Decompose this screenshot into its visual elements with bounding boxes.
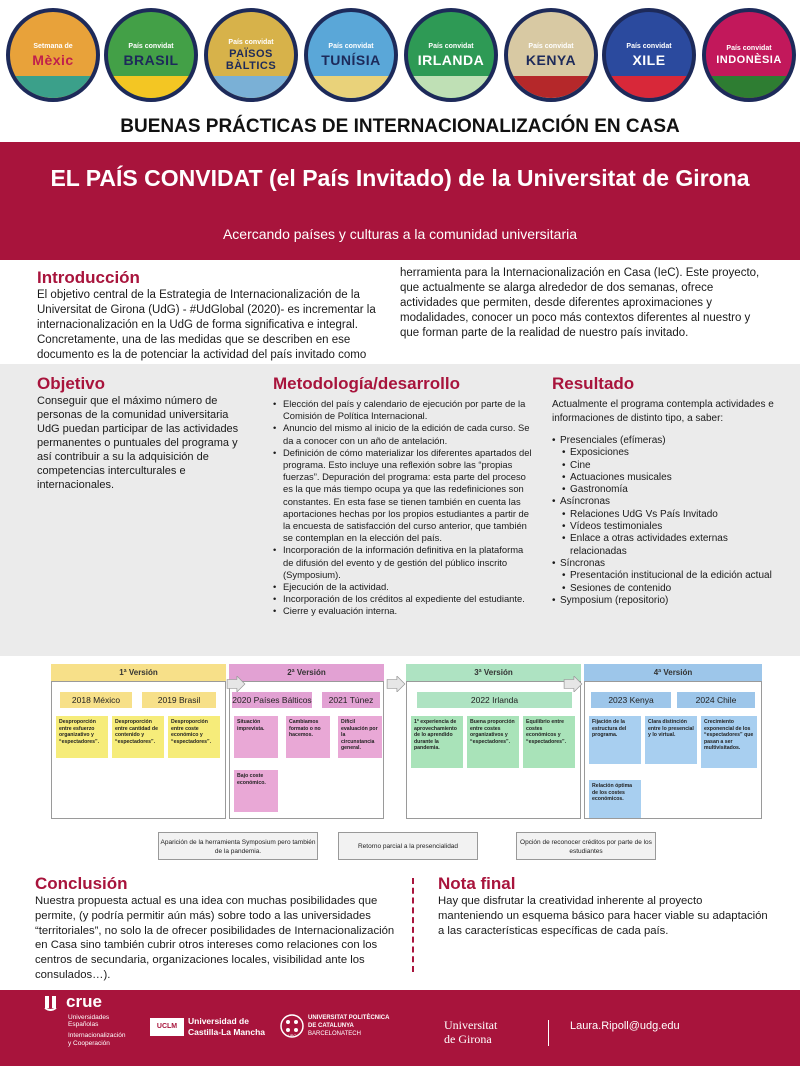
country-badges: [0, 0, 800, 112]
badge-pattern: [606, 76, 692, 98]
version-2-header: 2ª Versión: [229, 664, 384, 681]
crue-sub1: Universidades: [68, 1014, 110, 1021]
intro-text-left: El objetivo central de la Estrategia de Internacionalización de la Universitat de Girona (UdG) - #UdGlobal (2020)- es incrementar la internacionalización en la UdG de forma significativa e integral. Concretamente, una de las medidas que se describen en ese documento es la de potenciar la actividad del país invitado como: [37, 289, 376, 361]
result-item: • Symposium (repositorio): [552, 595, 777, 607]
country-badge: [602, 8, 696, 102]
uclm-name-2: Castilla-La Mancha: [188, 1027, 265, 1037]
badge-pattern: [706, 76, 792, 98]
result-item: • Enlace a otras actividades externas relacionadas: [552, 533, 777, 558]
methodology-item: • Ejecución de la actividad.: [273, 581, 533, 593]
sticky-note: Desproporción entre esfuerzo organizativo y “espectadores”.: [56, 716, 108, 758]
country-badge: [6, 8, 100, 102]
result-item: • Actuaciones musicales: [552, 472, 777, 484]
udg-name-1: Universitat: [444, 1018, 498, 1032]
badge-subtitle: País convidat: [528, 42, 574, 50]
crue-sub4: y Cooperación: [68, 1040, 110, 1047]
sticky-note: Crecimiento exponencial de los “espectadores” que pasan a ser multivisitados.: [701, 716, 757, 768]
badge-pattern: [108, 76, 194, 98]
result-item: • Gastronomía: [552, 484, 777, 496]
footer: [0, 990, 800, 1066]
version-1-header: 1ª Versión: [51, 664, 226, 681]
methodology-item: • Anuncio del mismo al inicio de la edición de cada curso. Se da a conocer con un año de antelación.: [273, 422, 533, 446]
uclm-name-1: Universidad de: [188, 1016, 249, 1026]
objective-section: [37, 374, 252, 492]
section-divider: [412, 878, 414, 972]
badge-country: PAÏSOS BÀLTICS: [225, 47, 277, 72]
badge-subtitle: Setmana de: [33, 42, 73, 50]
year-2024: 2024 Chile: [677, 692, 755, 708]
final-note-text: Hay que disfrutar la creatividad inherente al proyecto manteniendo un esquema básico para hacer viable su adaptación a las características específicas de cada país.: [438, 895, 768, 937]
sticky-note: Situación imprevista.: [234, 716, 278, 758]
sticky-note: Fijación de la estructura del programa.: [589, 716, 641, 764]
version-timeline: [36, 656, 768, 866]
conclusion-title: Conclusión: [35, 874, 128, 893]
sticky-note: Buena proporción entre costes organizativos y “espectadores”.: [467, 716, 519, 768]
result-list: [552, 435, 777, 607]
title-banner: [0, 142, 800, 260]
year-2020: 2020 Países Bálticos: [232, 692, 312, 708]
year-2022: 2022 Irlanda: [417, 692, 572, 708]
methodology-list: [273, 398, 533, 618]
arrow-right-icon: [226, 676, 246, 692]
content-band: [0, 364, 800, 656]
badge-country: KENYA: [525, 51, 577, 68]
badge-country: Mèxic: [32, 51, 74, 68]
intro-title: Introducción: [37, 268, 140, 287]
result-item: • Relaciones UdG Vs País Invitado: [552, 509, 777, 521]
upc-name-3: BARCELONATECH: [308, 1031, 361, 1037]
upc-name-2: DE CATALUNYA: [308, 1023, 354, 1029]
timeline-note-creditos: Opción de reconocer créditos por parte de los estudiantes: [516, 832, 656, 860]
footer-divider: [548, 1020, 549, 1046]
badge-subtitle: País convidat: [328, 42, 374, 50]
badge-country: TUNÍSIA: [321, 51, 381, 68]
final-note-section: [438, 874, 768, 938]
badge-subtitle: País convidat: [428, 42, 474, 50]
arrow-right-icon: [563, 676, 583, 692]
uclm-logo: UCLM: [150, 1018, 184, 1036]
country-badge: [504, 8, 598, 102]
objective-title: Objetivo: [37, 374, 106, 393]
udg-name-2: de Girona: [444, 1032, 492, 1046]
version-3-header: 3ª Versión: [406, 664, 581, 681]
sticky-note: 1ª experiencia de aprovechamiento de lo aprendido durante la pandemia.: [411, 716, 463, 768]
badge-subtitle: País convidat: [726, 44, 772, 52]
badge-pattern: [208, 76, 294, 98]
arrow-right-icon: [386, 676, 406, 692]
badge-pattern: [508, 76, 594, 98]
upc-mark: UPC: [287, 1033, 297, 1038]
badge-pattern: [10, 76, 96, 98]
version-3-box: [406, 681, 581, 819]
conclusion-section: [35, 874, 395, 983]
poster-title: EL PAÍS CONVIDAT (el País Invitado) de la Universitat de Girona: [50, 165, 750, 191]
contact-email[interactable]: Laura.Ripoll@udg.edu: [570, 1020, 680, 1032]
badge-subtitle: País convidat: [228, 38, 274, 46]
sticky-note: Difícil evaluación por la circunstancia general.: [338, 716, 382, 758]
version-1-box: [51, 681, 226, 819]
version-4-box: [584, 681, 762, 819]
country-badge: [204, 8, 298, 102]
country-badge: [702, 8, 796, 102]
result-item: • Asíncronas: [552, 496, 777, 508]
intro-section: [0, 260, 800, 362]
year-2019: 2019 Brasil: [142, 692, 216, 708]
country-badge: [404, 8, 498, 102]
methodology-title: Metodología/desarrollo: [273, 374, 461, 393]
version-4-header: 4ª Versión: [584, 664, 762, 681]
country-badge: [304, 8, 398, 102]
badge-pattern: [308, 76, 394, 98]
conclusion-text: Nuestra propuesta actual es una idea con muchas posibilidades que permite, (y podría permitir aún más) sobre todo a las universidades “territoriales”, no solo la de ofrecer posibilidades de Internacionalización en Casa sino también cubrir otros intereses como relaciones con los centros de secundaria, organizaciones locales, visibilidad ante los consulados…).: [35, 895, 395, 981]
timeline-note-presencialidad: Retorno parcial a la presencialidad: [338, 832, 478, 860]
year-2023: 2023 Kenya: [591, 692, 671, 708]
sticky-note: Relación óptima de los costes económicos.: [589, 780, 641, 818]
result-item: • Cine: [552, 460, 777, 472]
sticky-note: Clara distinción entre lo presencial y lo virtual.: [645, 716, 697, 764]
result-item: • Exposiciones: [552, 447, 777, 459]
objective-text: Conseguir que el máximo número de personas de la comunidad universitaria UdG puedan participar de las actividades permanentes o puntuales del programa y así contribuir a su la adquisición de competencias interculturales e internacionales.: [37, 395, 239, 491]
poster-subtitle: Acercando países y culturas a la comunidad universitaria: [222, 226, 578, 242]
year-2021: 2021 Túnez: [322, 692, 380, 708]
badge-country: IRLANDA: [417, 51, 485, 68]
intro-text-right: herramienta para la Internacionalización en Casa (IeC). Este proyecto, que actualmente se alarga alrededor de dos semanas, ofrece actividades que permiten, desde diferentes aproximaciones y modalidades, conocer un poco más contextos diferentes al nuestro y que forman parte de la realidad de nuestro país invitado.: [400, 267, 760, 339]
methodology-section: [273, 374, 533, 618]
final-note-title: Nota final: [438, 874, 516, 893]
crue-logo-text: crue: [66, 992, 102, 1011]
sticky-note: Equilibrio entre costes económicos y “espectadores”.: [523, 716, 575, 768]
sticky-note: Cambiamos formato o no hacemos.: [286, 716, 330, 758]
result-item: • Presentación institucional de la edición actual: [552, 570, 777, 582]
upc-logo-icon: [280, 1014, 304, 1038]
badge-country: INDONÈSIA: [716, 53, 782, 66]
crue-logo-icon: [44, 995, 64, 1011]
methodology-item: • Elección del país y calendario de ejecución por parte de la Comisión de Política Internacional.: [273, 398, 533, 422]
year-2018: 2018 México: [60, 692, 132, 708]
sticky-note: Bajo coste económico.: [234, 770, 278, 812]
main-title: BUENAS PRÁCTICAS DE INTERNACIONALIZACIÓN EN CASA: [120, 116, 680, 137]
badge-country: XILE: [632, 51, 666, 68]
crue-sub2: Españolas: [68, 1021, 99, 1028]
badge-pattern: [408, 76, 494, 98]
result-intro: Actualmente el programa contempla actividades e informaciones de distinto tipo, a saber:: [552, 399, 774, 424]
methodology-item: • Incorporación de los créditos al expediente del estudiante.: [273, 593, 533, 605]
crue-sub3: Internacionalización: [68, 1032, 126, 1039]
result-item: • Sesiones de contenido: [552, 583, 777, 595]
badge-subtitle: País convidat: [128, 42, 174, 50]
result-item: • Vídeos testimoniales: [552, 521, 777, 533]
upc-name-1: UNIVERSITAT POLITÈCNICA: [308, 1015, 390, 1021]
sticky-note: Desproporción entre cantidad de contenido y “espectadores”.: [112, 716, 164, 758]
timeline-note-symposium: Aparición de la herramienta Symposium pero también de la pandemia.: [158, 832, 318, 860]
result-item: • Presenciales (efímeras): [552, 435, 777, 447]
result-title: Resultado: [552, 374, 635, 393]
methodology-item: • Incorporación de la información definitiva en la plataforma de difusión del evento y de gestión del público inscrito (Symposium).: [273, 544, 533, 581]
result-item: • Síncronas: [552, 558, 777, 570]
badge-subtitle: País convidat: [626, 42, 672, 50]
badge-country: BRASIL: [123, 51, 179, 68]
methodology-item: • Cierre y evaluación interna.: [273, 605, 533, 617]
sticky-note: Desproporción entre coste económico y “espectadores”.: [168, 716, 220, 758]
result-section: [552, 374, 777, 607]
version-2-box: [229, 681, 384, 819]
country-badge: [104, 8, 198, 102]
methodology-item: • Definición de cómo materializar los diferentes apartados del programa. Esto incluye una reflexión sobre las “propias fuerzas”. Depuración del programa: esta parte del proceso es la que más tiempo ocupa ya que las redefiniciones son constantes. En esta fase se tienen también en cuenta las aportaciones hechas por los propios estudiantes a partir de la encuesta de satisfacción del curso anterior, que también se contemplan en la elección del país.: [273, 447, 533, 545]
